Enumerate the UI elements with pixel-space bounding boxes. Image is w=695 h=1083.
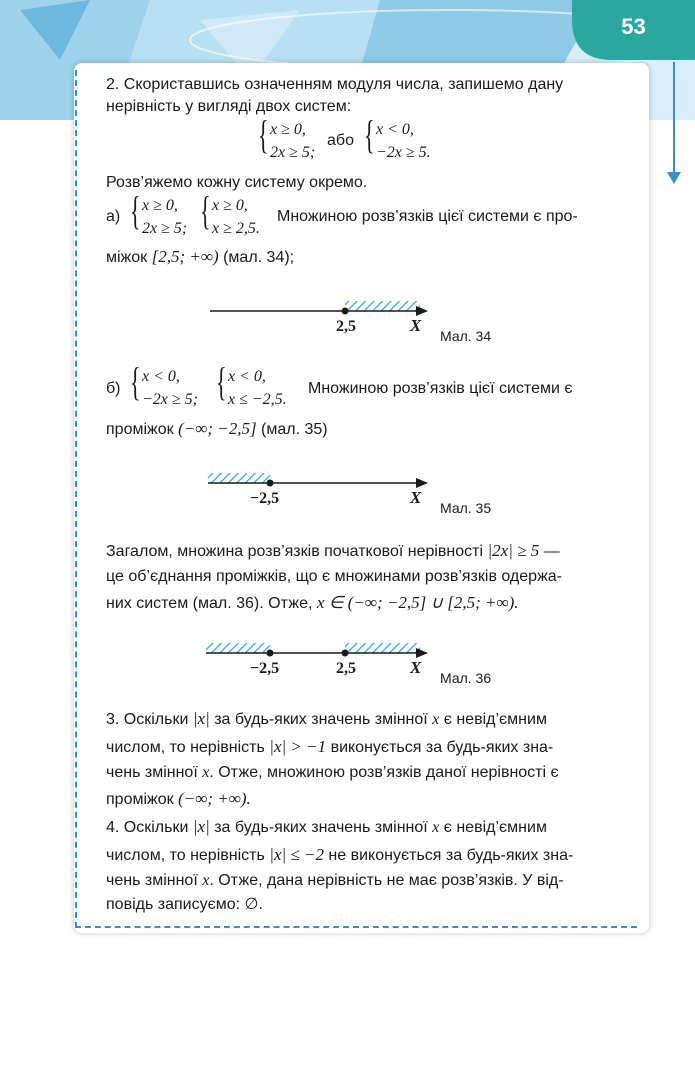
p4-l3a: чень змінної <box>106 872 198 889</box>
brace-icon: { <box>130 188 141 233</box>
dashed-border-left <box>75 70 77 928</box>
general-line3-text: них систем (мал. 36). Отже, <box>106 595 313 612</box>
axis-arrow-icon <box>416 478 428 488</box>
case-b-s2-bottom: x ≤ −2,5. <box>228 391 287 408</box>
p4-var-x-2: x <box>202 872 210 889</box>
p2-line3: Розв’яжемо кожну систему окремо. <box>106 174 368 191</box>
p3-l2a: числом, то нерівність <box>106 739 265 756</box>
brace-icon: { <box>200 188 211 233</box>
fig36-axis-label: X <box>410 658 422 677</box>
brace-icon: { <box>364 112 375 157</box>
point-marker <box>342 308 349 315</box>
general-answer: x ∈ (−∞; −2,5] ∪ [2,5; +∞). <box>316 593 519 612</box>
case-a-s1-bottom: 2x ≥ 5; <box>142 220 188 237</box>
case-a-s1-top: x ≥ 0, <box>142 197 178 214</box>
p3-line4 <box>106 788 251 811</box>
point-marker-left <box>267 650 274 657</box>
p3-var-x: x <box>432 711 440 728</box>
p4-l2a: числом, то нерівність <box>106 847 265 864</box>
hatch-region-right <box>345 643 420 653</box>
system-1 <box>270 118 315 164</box>
fig35-caption: Мал. 35 <box>440 500 492 516</box>
p4-l1c: є невід’ємним <box>443 819 547 836</box>
figure-35-number-line <box>200 468 440 498</box>
fig34-caption: Мал. 34 <box>440 328 492 344</box>
case-a-text2a: міжок <box>106 249 148 266</box>
case-b-text1: Множиною розв’язків цієї системи є <box>308 380 573 397</box>
point-marker <box>267 480 274 487</box>
p4-line2 <box>106 844 573 867</box>
general-line2: це об’єднання проміжків, що є множинами розв’язків одержа- <box>106 568 562 585</box>
general-line1-text: Загалом, множина розв’язків початкової нерівності <box>106 543 484 560</box>
case-b-s2-top: x < 0, <box>228 368 266 385</box>
p4-line1 <box>106 816 547 839</box>
case-a-s2-bottom: x ≥ 2,5. <box>212 220 260 237</box>
case-a-system-2 <box>212 194 260 240</box>
p3-inequality: |x| > −1 <box>269 737 327 756</box>
p4-abs-x: |x| <box>192 817 210 836</box>
case-a-s2-top: x ≥ 0, <box>212 197 248 214</box>
p3-var-x-2: x <box>202 764 210 781</box>
case-b-label: б) <box>106 380 121 397</box>
general-line1 <box>106 540 560 563</box>
axis-arrow-icon <box>416 648 428 658</box>
p3-l1c: є невід’ємним <box>443 711 547 728</box>
system-2-bottom: −2x ≥ 5. <box>376 144 431 161</box>
figure-36-number-line <box>200 638 440 668</box>
axis-arrow-icon <box>416 306 428 316</box>
or-word: або <box>327 132 354 149</box>
p4-l1b: за будь-яких значень змінної <box>214 819 428 836</box>
p3-l1a: 3. Оскільки <box>106 711 189 728</box>
p3-l4a: проміжок <box>106 791 174 808</box>
case-b-text2b: (мал. 35) <box>261 421 328 438</box>
hatch-region <box>345 301 420 311</box>
p3-line1 <box>106 708 547 731</box>
hatch-region-left <box>206 643 270 653</box>
system-1-top: x ≥ 0, <box>270 121 306 138</box>
case-b-s1-top: x < 0, <box>142 368 180 385</box>
p3-l1b: за будь-яких значень змінної <box>214 711 428 728</box>
fig34-axis-label: X <box>410 316 422 335</box>
p3-l2b: виконується за будь-яких зна- <box>330 739 554 756</box>
p4-l1a: 4. Оскільки <box>106 819 189 836</box>
general-inequality: |2x| ≥ 5 <box>487 541 540 560</box>
case-b-system-1 <box>142 365 198 411</box>
fig35-point-label: −2,5 <box>250 490 280 507</box>
case-a-label: а) <box>106 208 121 225</box>
p4-line3 <box>106 870 564 892</box>
brace-icon: { <box>130 359 141 404</box>
case-a-text2 <box>106 246 294 269</box>
brace-icon: { <box>216 359 227 404</box>
side-arrow-line <box>673 62 675 177</box>
case-b-text2 <box>106 418 328 441</box>
case-a-text1: Множиною розв’язків цієї системи є про- <box>277 208 578 225</box>
system-2 <box>376 118 431 164</box>
p3-l3a: чень змінної <box>106 764 198 781</box>
p3-line2 <box>106 736 553 759</box>
fig35-axis-label: X <box>410 488 422 507</box>
case-b-text2a: проміжок <box>106 421 174 438</box>
arrow-down-icon <box>667 172 681 184</box>
system-1-bottom: 2x ≥ 5; <box>270 144 316 161</box>
case-a-system-1 <box>142 194 187 240</box>
fig34-point-label: 2,5 <box>336 318 356 335</box>
brace-icon: { <box>258 112 269 157</box>
case-b-interval: (−∞; −2,5] <box>178 419 257 438</box>
p4-l2b: не виконується за будь-яких зна- <box>328 847 574 864</box>
fig36-point1-label: −2,5 <box>250 660 280 677</box>
hatch-region <box>208 473 270 483</box>
p2-line1: 2. Скориставшись означенням модуля числа, запишемо дану <box>106 76 564 93</box>
fig36-point2-label: 2,5 <box>336 660 356 677</box>
p3-l3b: . Отже, множиною розв’язків даної нерівності є <box>209 764 559 781</box>
dashed-border-bottom <box>75 926 637 928</box>
p2-line2: нерівність у вигляді двох систем: <box>106 98 352 115</box>
p4-l3b: . Отже, дана нерівність не має розв’язків. У від- <box>209 872 564 889</box>
case-a-interval: [2,5; +∞) <box>151 247 219 266</box>
p4-line4: повідь записуємо: ∅. <box>106 896 263 913</box>
fig36-caption: Мал. 36 <box>440 670 492 686</box>
system-2-top: x < 0, <box>376 121 414 138</box>
point-marker-right <box>342 650 349 657</box>
case-b-s1-bottom: −2x ≥ 5; <box>142 391 199 408</box>
case-b-system-2 <box>228 365 287 411</box>
p4-inequality: |x| ≤ −2 <box>269 845 324 864</box>
p3-interval: (−∞; +∞). <box>178 789 251 808</box>
page-number: 53 <box>621 14 646 39</box>
p3-abs-x: |x| <box>192 709 210 728</box>
p3-line3 <box>106 762 559 784</box>
case-a-text2b: (мал. 34); <box>223 249 295 266</box>
general-line3 <box>106 592 519 615</box>
general-dash: — <box>543 543 560 560</box>
p4-var-x: x <box>432 819 440 836</box>
page-number-badge <box>572 0 695 60</box>
figure-34-number-line <box>200 296 440 326</box>
